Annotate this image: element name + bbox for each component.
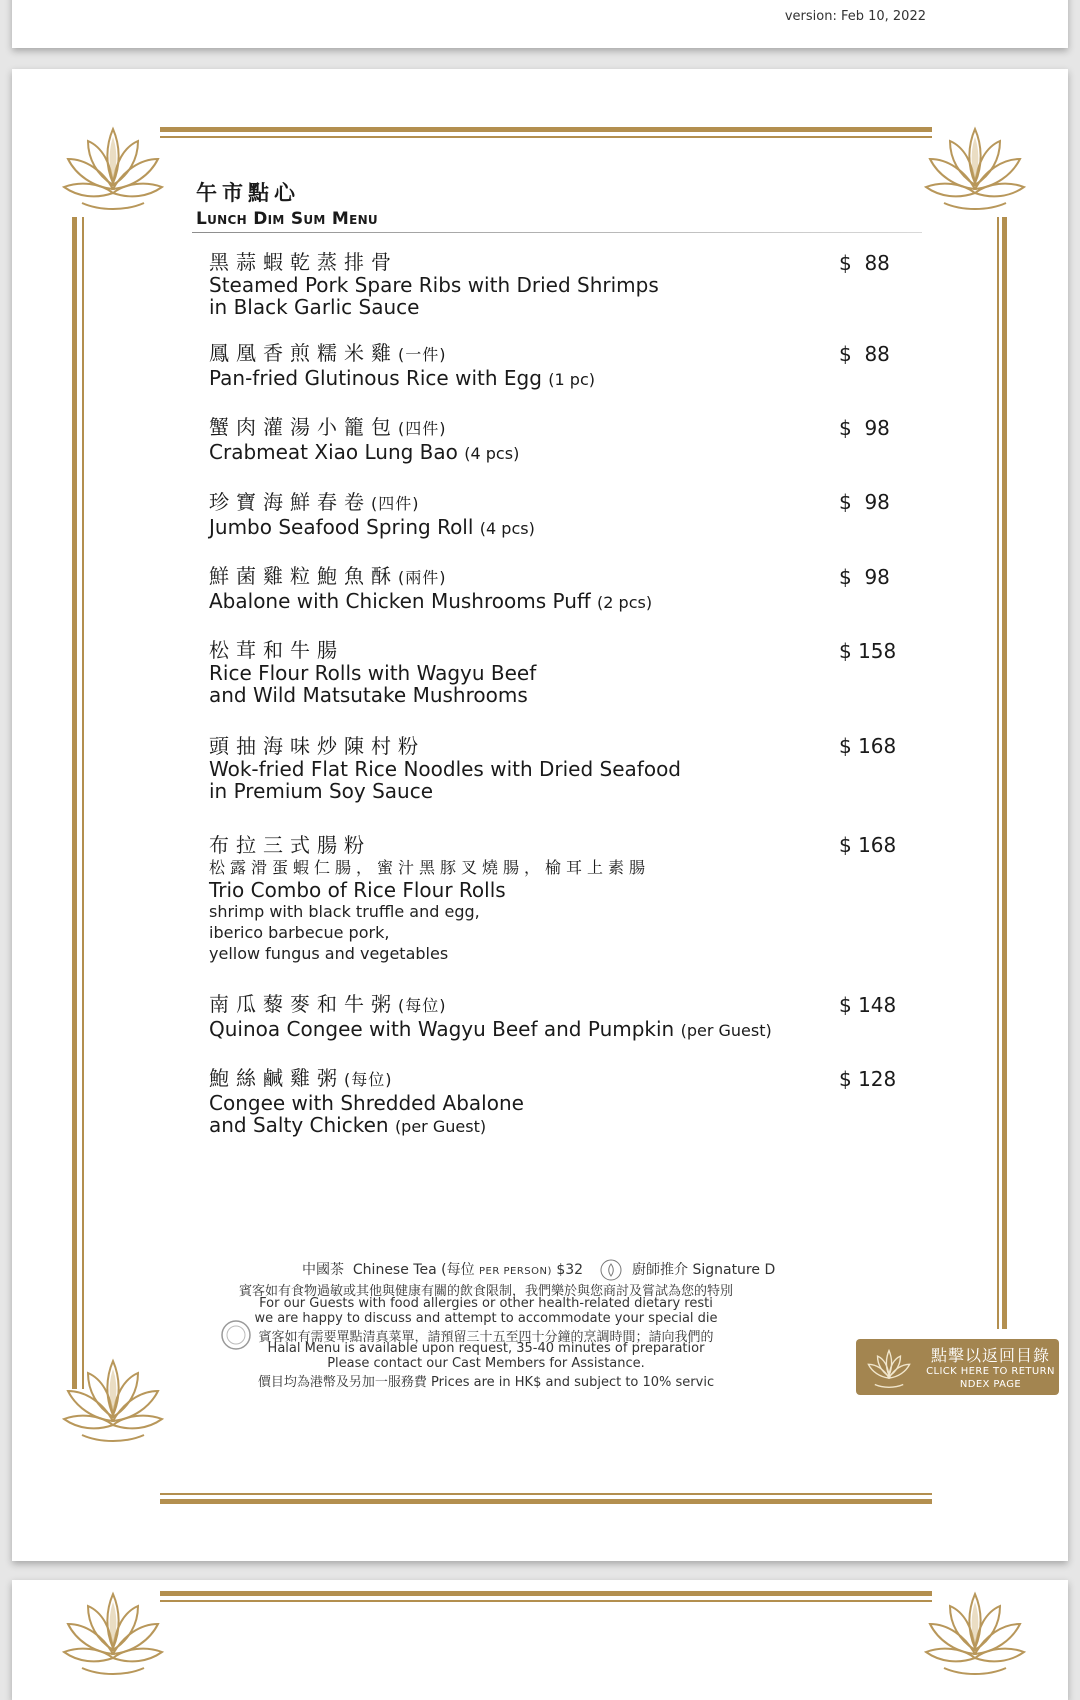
item-name-en-line2: in Premium Soy Sauce: [209, 779, 433, 803]
right-border-thick: [1002, 217, 1007, 1329]
menu-item: [209, 564, 909, 614]
item-name-en: Jumbo Seafood Spring Roll: [209, 515, 474, 539]
menu-item: [209, 341, 909, 391]
item-name-zh: 南瓜藜麥和牛粥: [209, 992, 398, 1016]
item-qty-en: (4 pcs): [479, 519, 535, 538]
return-label-en: CLICK HERE TO RETURN: [926, 1366, 1055, 1377]
item-name-en-line2: in Black Garlic Sauce: [209, 295, 420, 319]
menu-item: [209, 833, 909, 964]
next-top-border-thick: [160, 1591, 932, 1596]
heading-divider: [192, 232, 922, 233]
item-qty-en: (2 pcs): [597, 593, 653, 612]
item-name-en: Crabmeat Xiao Lung Bao: [209, 440, 458, 464]
item-name-zh: 黑蒜蝦乾蒸排骨: [209, 250, 398, 274]
item-qty-zh: (兩件): [398, 568, 447, 587]
item-price: $ 148: [839, 993, 897, 1017]
item-qty-en: (per Guest): [680, 1021, 772, 1040]
top-border-thick: [160, 127, 932, 132]
item-name-en: Pan-fried Glutinous Rice with Egg: [209, 366, 542, 390]
allergy-note-zh: 賓客如有食物過敏或其他與健康有關的飲食限制，我們樂於與您商討及嘗試為您的特別: [238, 1284, 733, 1299]
item-price: $ 158: [839, 639, 897, 663]
bottom-border-thin: [160, 1493, 932, 1495]
halal-note-en: Halal Menu is available upon request, 35-40 minutes of preparatior: [267, 1341, 705, 1356]
item-name-en-line2: and Salty Chicken: [209, 1113, 389, 1137]
item-name-en: Wok-fried Flat Rice Noodles with Dried Seafood: [209, 757, 682, 781]
item-name-zh: 頭抽海味炒陳村粉: [209, 734, 425, 758]
item-qty-zh: (每位): [398, 996, 447, 1015]
signature-dish-label: 廚師推介 Signature D: [632, 1262, 776, 1278]
item-price: $ 168: [839, 833, 897, 857]
item-price: $ 98: [839, 416, 890, 440]
item-name-en: Trio Combo of Rice Flour Rolls: [209, 878, 506, 902]
return-label-zh: 點擊以返回目錄: [930, 1346, 1050, 1365]
bottom-border-thick: [160, 1499, 932, 1504]
tea-per-en: PER PERSON): [479, 1266, 552, 1277]
return-to-index-button[interactable]: [856, 1339, 1059, 1395]
item-description: yellow fungus and vegetables: [209, 944, 449, 963]
item-name-zh: 鳳凰香煎糯米雞: [209, 341, 398, 365]
item-name-en: Quinoa Congee with Wagyu Beef and Pumpkin: [209, 1017, 675, 1041]
menu-item: [209, 992, 909, 1042]
item-name-en-line2: and Wild Matsutake Mushrooms: [209, 683, 528, 707]
menu-item: [209, 250, 909, 318]
menu-title-en: Lunch Dim Sum Menu: [196, 209, 378, 229]
tea-charge: [302, 1259, 776, 1281]
top-border-thin: [160, 136, 932, 138]
item-price: $ 168: [839, 734, 897, 758]
item-name-en: Congee with Shredded Abalone: [209, 1091, 524, 1115]
item-description: shrimp with black truffle and egg,: [209, 902, 480, 921]
tea-price: $32: [556, 1262, 584, 1278]
lotus-ornament-icon: [58, 1584, 168, 1680]
item-qty-en: (per Guest): [394, 1117, 487, 1136]
item-name-en: Rice Flour Rolls with Wagyu Beef: [209, 661, 537, 685]
item-qty-zh: (一件): [398, 345, 447, 364]
item-price: $ 128: [839, 1067, 897, 1091]
version-label: version: Feb 10, 2022: [784, 9, 926, 24]
return-label-en-line2: NDEX PAGE: [959, 1379, 1022, 1390]
menu-item: [209, 734, 909, 802]
menu-item: [209, 415, 909, 465]
item-description: iberico barbecue pork,: [209, 923, 390, 942]
signature-dish-icon: [600, 1259, 622, 1281]
item-name-zh: 蟹肉灌湯小籠包: [209, 415, 398, 439]
item-qty-zh: (每位): [344, 1070, 393, 1089]
lotus-icon: [860, 1346, 918, 1390]
item-qty-en: (1 pc): [548, 370, 595, 389]
item-qty-en: (4 pcs): [464, 444, 520, 463]
left-border-thin: [82, 217, 84, 1389]
item-price: $ 88: [839, 342, 890, 366]
item-price: $ 98: [839, 565, 890, 589]
menu-page: [12, 69, 1068, 1561]
item-price: $ 88: [839, 251, 890, 275]
right-border-thin: [997, 217, 999, 1329]
item-name-zh: 鮑絲鹹雞粥: [209, 1066, 344, 1090]
halal-note-zh: 賓客如有需要單點清真菜單，請預留三十五至四十分鐘的烹調時間；請向我們的: [258, 1330, 714, 1345]
previous-page: [12, 0, 1068, 48]
item-name-zh: 鮮菌雞粒鮑魚酥: [209, 564, 398, 588]
allergy-note-en: For our Guests with food allergies or other health-related dietary resti: [259, 1296, 713, 1311]
item-name-zh: 布拉三式腸粉: [209, 833, 371, 857]
lotus-ornament-icon: [58, 1351, 168, 1447]
item-name-en: Abalone with Chicken Mushrooms Puff: [209, 589, 591, 613]
item-qty-zh: (四件): [371, 494, 420, 513]
item-subname-zh: 松露滑蛋蝦仁腸，蜜汁黑豚叉燒腸，榆耳上素腸: [209, 858, 651, 877]
tea-zh: 中國茶: [302, 1262, 344, 1278]
next-page: [12, 1580, 1068, 1700]
menu-item: [209, 490, 909, 540]
prices-note: 價目均為港幣及另加一服務費 Prices are in HK$ and subject to 10% servic: [257, 1375, 715, 1390]
item-name-en: Steamed Pork Spare Ribs with Dried Shrimps: [209, 273, 659, 297]
tea-per-zh: (每位: [441, 1262, 475, 1278]
lotus-ornament-icon: [920, 119, 1030, 215]
menu-item: [209, 638, 909, 706]
item-qty-zh: (四件): [398, 419, 447, 438]
menu-item: [209, 1066, 909, 1138]
menu-title-zh: 午市點心: [196, 181, 300, 205]
contact-note: Please contact our Cast Members for Assistance.: [327, 1356, 645, 1371]
menu-heading: [196, 177, 378, 229]
item-price: $ 98: [839, 490, 890, 514]
next-top-border-thin: [160, 1600, 932, 1602]
tea-en: Chinese Tea: [352, 1262, 437, 1278]
allergy-note-en-line2: we are happy to discuss and attempt to accommodate your special die: [254, 1311, 718, 1326]
item-name-zh: 松茸和牛腸: [209, 638, 344, 662]
left-border-thick: [72, 217, 77, 1389]
item-name-zh: 珍寶海鮮春卷: [209, 490, 371, 514]
lotus-ornament-icon: [58, 119, 168, 215]
lotus-ornament-icon: [920, 1584, 1030, 1680]
